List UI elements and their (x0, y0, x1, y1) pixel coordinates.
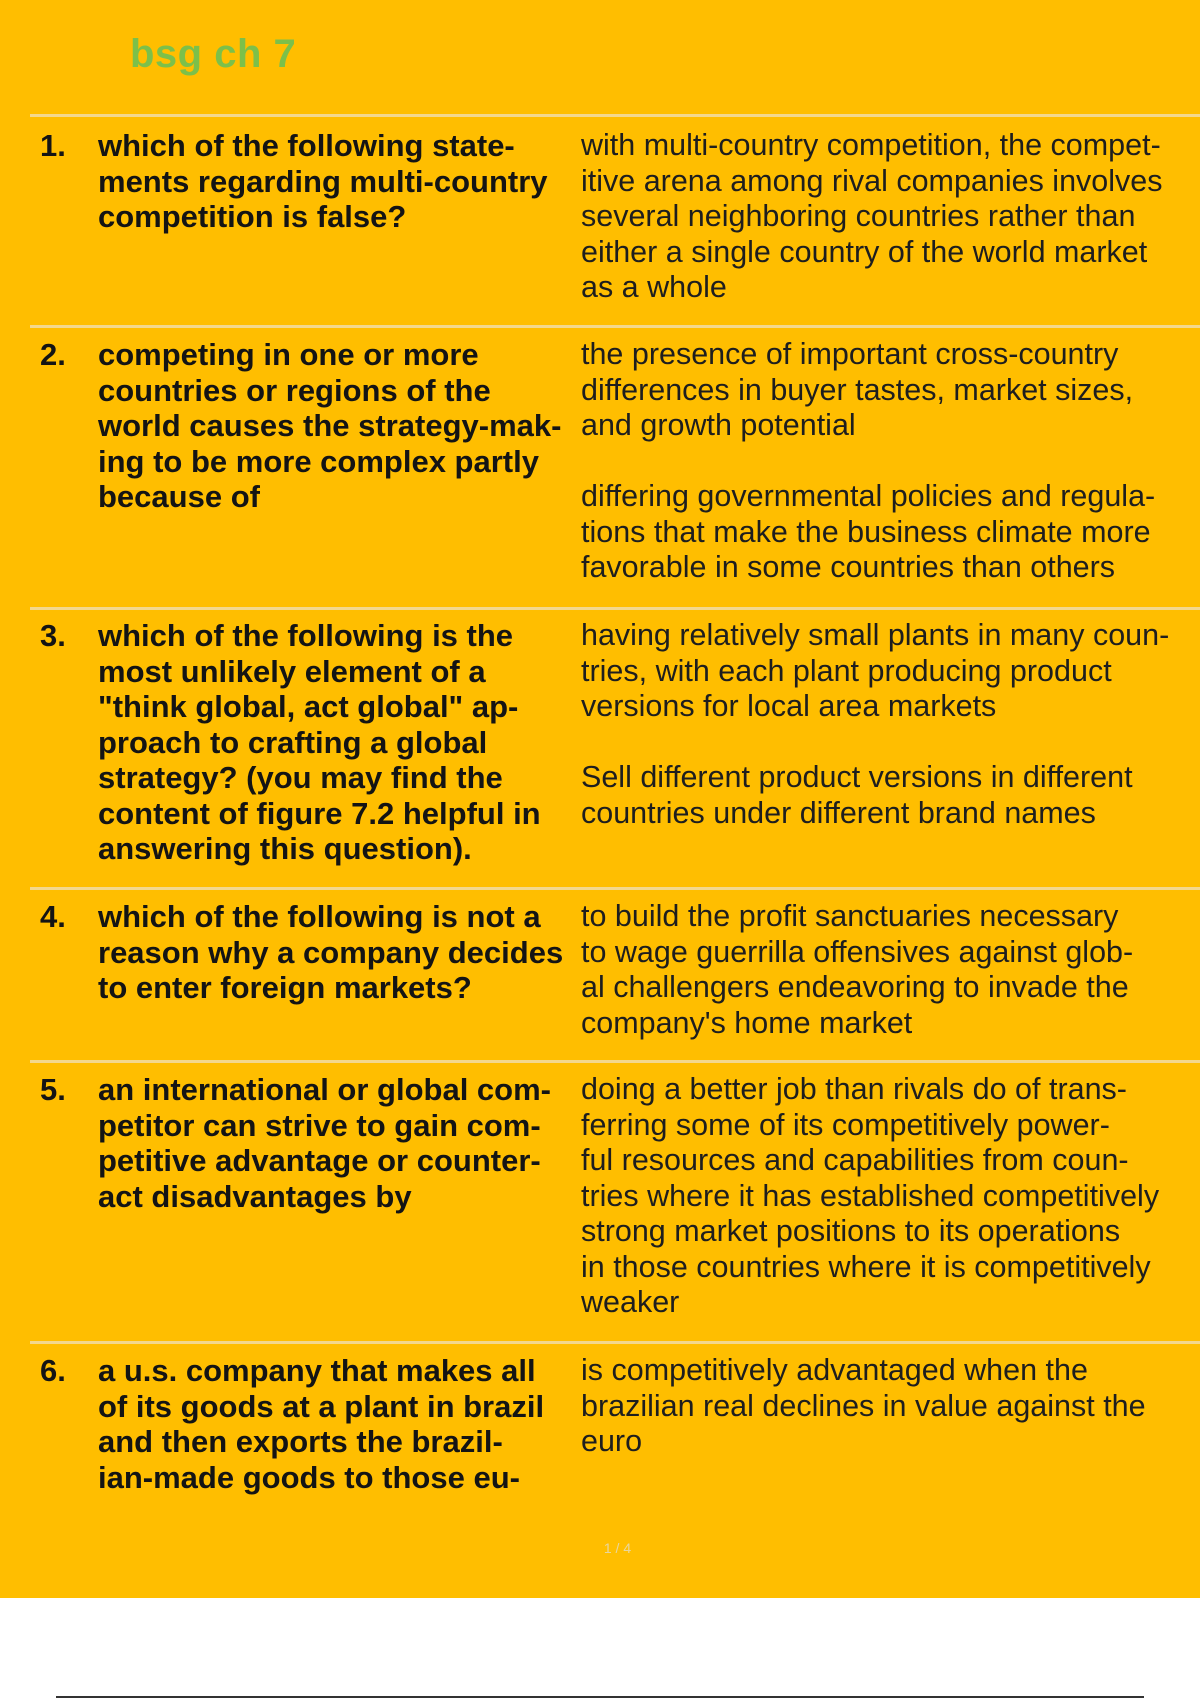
answer-gap (581, 725, 1186, 761)
answer-line: ful resources and capabilities from coun- (581, 1143, 1129, 1177)
question-line: competition is false? (98, 199, 407, 234)
answer-line: strong market positions to its operations (581, 1214, 1121, 1248)
answer-line: countries under different brand names (581, 795, 1096, 830)
answer-line: al challengers endeavoring to invade the (581, 970, 1129, 1004)
question-line: which of the following is not a (98, 899, 541, 934)
question-line: reason why a company decides (98, 934, 564, 970)
divider (30, 114, 1200, 117)
answer-line: favorable in some countries than others (581, 550, 1116, 584)
divider (30, 1060, 1200, 1063)
divider (30, 325, 1200, 328)
answer-line: in those countries where it is competitively (581, 1249, 1151, 1284)
card-number: 2. (40, 337, 66, 372)
answer-line: differing governmental policies and regula- (581, 479, 1156, 513)
question-line: an international or global com- (98, 1072, 551, 1107)
question-line: "think global, act global" ap- (98, 689, 519, 724)
answer-line: versions for local area markets (581, 689, 997, 723)
card-question (98, 128, 578, 235)
answer-line: weaker (581, 1285, 680, 1319)
answer-line: several neighboring countries rather than (581, 199, 1136, 233)
answer-line: brazilian real declines in value against the (581, 1388, 1146, 1423)
answer-line: the presence of important cross-country (581, 337, 1119, 371)
answer-line: company's home market (581, 1005, 913, 1040)
answer-line: tries, with each plant producing product (581, 653, 1112, 688)
question-line: which of the following is the (98, 618, 514, 653)
page-indicator: 1 / 4 (603, 1540, 632, 1556)
card-question (98, 618, 578, 867)
answer-line: differences in buyer tastes, market sizes, (581, 372, 1134, 407)
divider (30, 1341, 1200, 1344)
question-line: proach to crafting a global (98, 724, 488, 760)
answer-line: is competitively advantaged when the (581, 1353, 1088, 1387)
bottom-rule (56, 1696, 1144, 1698)
page-title: bsg ch 7 (130, 32, 297, 76)
card-question (98, 1072, 578, 1214)
question-line: act disadvantages by (98, 1178, 412, 1214)
question-line: which of the following state- (98, 128, 515, 163)
answer-line: to wage guerrilla offensives against glob- (581, 934, 1134, 969)
answer-line: either a single country of the world market (581, 234, 1148, 269)
question-line: answering this question). (98, 831, 472, 866)
question-line: countries or regions of the (98, 372, 491, 408)
question-line: petitor can strive to gain com- (98, 1107, 541, 1143)
question-line: content of figure 7.2 helpful in (98, 795, 541, 831)
question-line: petitive advantage or counter- (98, 1143, 541, 1178)
card-number: 6. (40, 1353, 66, 1388)
answer-line: ferring some of its competitively power- (581, 1107, 1110, 1142)
card-answer (581, 899, 1186, 1041)
question-line: ments regarding multi-country (98, 163, 548, 199)
card-number: 1. (40, 128, 66, 163)
card-question (98, 899, 578, 1006)
answer-gap (581, 444, 1186, 480)
question-line: most unlikely element of a (98, 653, 486, 689)
question-line: and then exports the brazil- (98, 1424, 503, 1459)
answer-line: tions that make the business climate more (581, 514, 1151, 549)
question-line: because of (98, 479, 260, 514)
question-line: world causes the strategy-mak- (98, 408, 562, 443)
question-line: of its goods at a plant in brazil (98, 1388, 545, 1424)
question-line: to enter foreign markets? (98, 970, 472, 1005)
divider (30, 607, 1200, 610)
question-line: competing in one or more (98, 337, 479, 372)
card-answer (581, 1353, 1186, 1460)
question-line: ing to be more complex partly (98, 443, 539, 479)
card-number: 5. (40, 1072, 66, 1107)
card-question (98, 337, 578, 515)
answer-line: with multi-country competition, the compet- (581, 128, 1161, 162)
card-answer (581, 128, 1186, 306)
card-question (98, 1353, 578, 1495)
answer-line: having relatively small plants in many coun- (581, 618, 1170, 652)
answer-line: euro (581, 1424, 643, 1458)
card-answer (581, 618, 1186, 831)
question-line: ian-made goods to those eu- (98, 1459, 520, 1495)
card-answer (581, 337, 1186, 586)
question-line: a u.s. company that makes all (98, 1353, 536, 1388)
answer-line: doing a better job than rivals do of trans- (581, 1072, 1127, 1106)
card-number: 3. (40, 618, 66, 653)
answer-line: itive arena among rival companies involves (581, 163, 1163, 198)
card-answer (581, 1072, 1186, 1321)
answer-line: and growth potential (581, 408, 856, 442)
answer-line: as a whole (581, 270, 727, 304)
question-line: strategy? (you may find the (98, 760, 503, 795)
answer-line: to build the profit sanctuaries necessary (581, 899, 1119, 933)
answer-line: Sell different product versions in different (581, 760, 1133, 794)
answer-line: tries where it has established competitively (581, 1178, 1160, 1213)
divider (30, 887, 1200, 890)
card-number: 4. (40, 899, 66, 934)
